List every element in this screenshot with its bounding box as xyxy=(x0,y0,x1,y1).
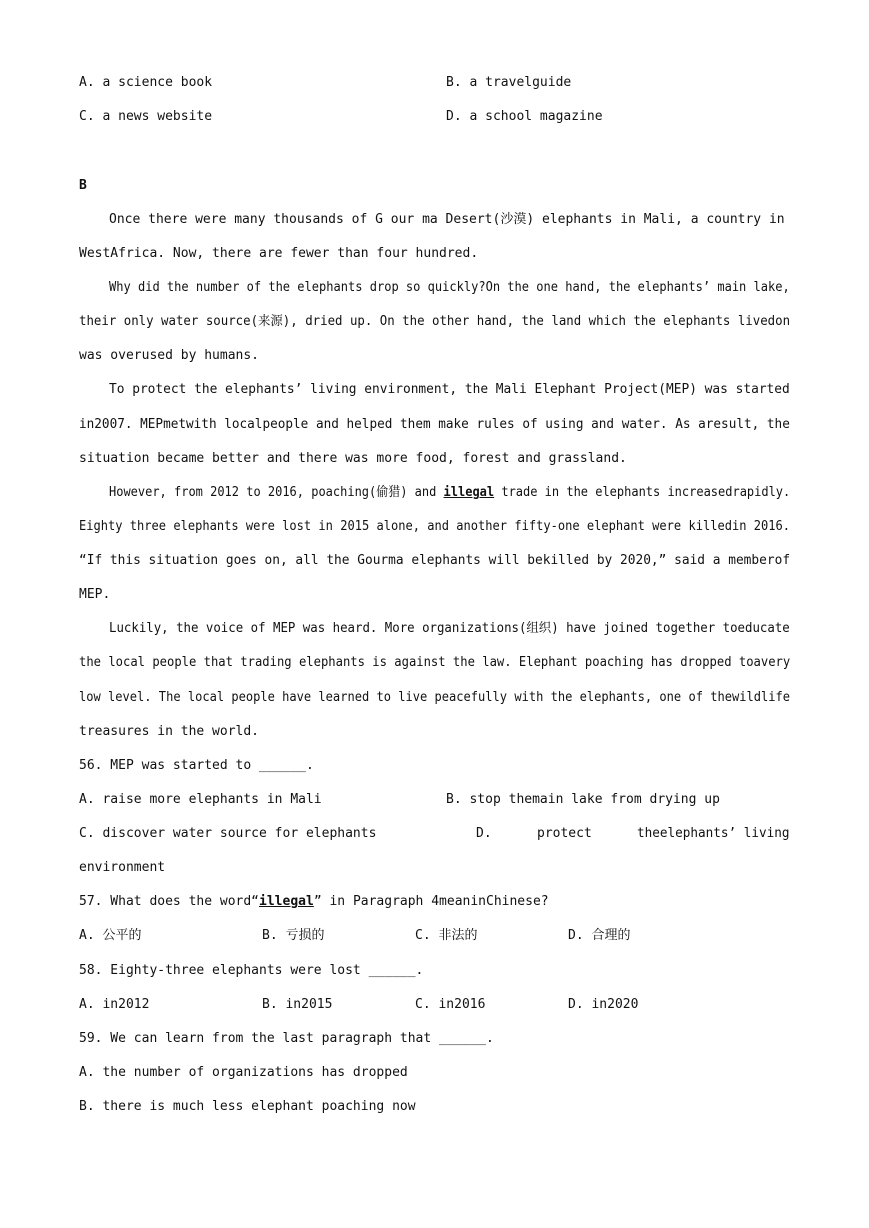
option-b: B. in2015 xyxy=(262,997,333,1012)
paragraph-line: Once there were many thousands of G our ma Desert(沙漠) elephants in Mali, a country in xyxy=(109,212,785,227)
paragraph-line: Eighty three elephants were lost in 2015 alone, and another fifty-one elephant were killedin 2016. xyxy=(79,519,791,534)
option-d-continuation: environment xyxy=(79,860,166,875)
option-c: C. a news website xyxy=(79,109,213,124)
option-d-text: protect xyxy=(537,826,592,841)
option-c: C. discover water source for elephants xyxy=(79,826,377,841)
text-segment: 57. What does the word“ xyxy=(79,894,260,909)
option-d: D. in2020 xyxy=(568,997,639,1012)
paragraph-line: “If this situation goes on, all the Gourma elephants will bekilled by 2020,” said a memberof xyxy=(79,553,791,568)
option-d: D. a school magazine xyxy=(446,109,603,124)
highlighted-word-illegal: illegal xyxy=(259,894,314,909)
question-stem: 59. We can learn from the last paragraph that ______. xyxy=(79,1031,494,1046)
option-d-letter: D. xyxy=(476,826,492,841)
option-d: D. 合理的 xyxy=(568,928,631,943)
text-segment: trade in the elephants increasedrapidly. xyxy=(494,485,791,500)
option-b: B. 亏损的 xyxy=(262,928,325,943)
text-segment: However, from 2012 to 2016, poaching(偷猎) and xyxy=(109,485,444,500)
option-a: A. in2012 xyxy=(79,997,150,1012)
paragraph-line: treasures in the world. xyxy=(79,724,260,739)
option-b: B. stop themain lake from drying up xyxy=(446,792,720,807)
question-stem xyxy=(79,893,549,911)
option-c: C. 非法的 xyxy=(415,928,478,943)
option-d-text: theelephants’ living xyxy=(637,826,790,841)
paragraph-line: was overused by humans. xyxy=(79,348,260,363)
option-b: B. there is much less elephant poaching now xyxy=(79,1099,416,1114)
option-c: C. in2016 xyxy=(415,997,486,1012)
paragraph-line: in2007. MEPmetwith localpeople and helped them make rules of using and water. As aresult, the xyxy=(79,417,790,432)
paragraph-line xyxy=(109,484,790,502)
highlighted-word-illegal: illegal xyxy=(443,485,495,500)
option-a: A. 公平的 xyxy=(79,928,142,943)
option-a: A. the number of organizations has dropped xyxy=(79,1065,408,1080)
text-segment: ” in Paragraph 4meaninChinese? xyxy=(313,894,549,909)
paragraph-line: WestAfrica. Now, there are fewer than four hundred. xyxy=(79,246,479,261)
paragraph-line: their only water source(来源), dried up. On the other hand, the land which the elephants livedon xyxy=(79,314,791,329)
paragraph-line: To protect the elephants’ living environment, the Mali Elephant Project(MEP) was started xyxy=(109,382,790,397)
option-a: A. a science book xyxy=(79,75,213,90)
paragraph-line: MEP. xyxy=(79,587,111,602)
question-stem: 56. MEP was started to ______. xyxy=(79,758,314,773)
paragraph-line: situation became better and there was more food, forest and grassland. xyxy=(79,451,627,466)
paragraph-line: the local people that trading elephants is against the law. Elephant poaching has dropped toavery xyxy=(79,655,791,670)
paragraph-line: low level. The local people have learned to live peacefully with the elephants, one of thewildlife xyxy=(79,690,791,705)
passage-label: B xyxy=(79,178,87,193)
option-a: A. raise more elephants in Mali xyxy=(79,792,322,807)
paragraph-line: Why did the number of the elephants drop so quickly?On the one hand, the elephants’ main lake, xyxy=(109,280,790,295)
option-b: B. a travelguide xyxy=(446,75,572,90)
question-stem: 58. Eighty-three elephants were lost ______. xyxy=(79,963,424,978)
paragraph-line: Luckily, the voice of MEP was heard. More organizations(组织) have joined together toeducate xyxy=(109,621,790,636)
